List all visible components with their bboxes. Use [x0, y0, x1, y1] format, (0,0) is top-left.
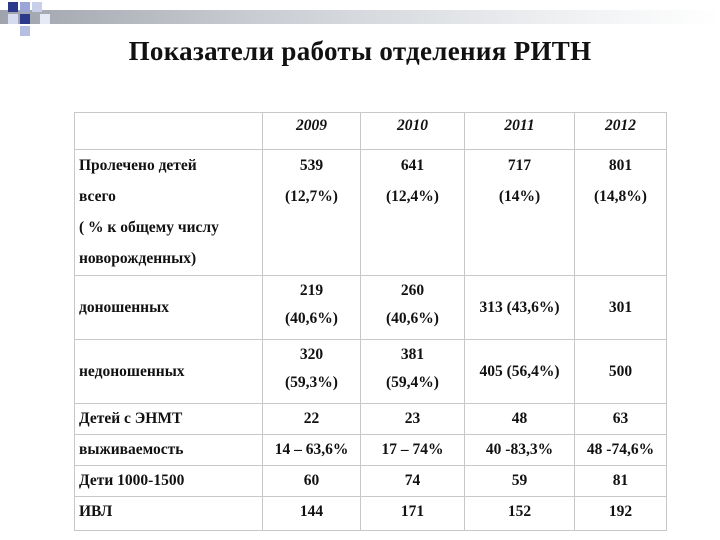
deco-square — [32, 2, 42, 12]
cell-percent: (59,3%) — [285, 374, 338, 391]
table-cell: 48 -74,6% — [575, 435, 667, 466]
table-cell — [263, 276, 361, 340]
table-header-row — [75, 113, 667, 150]
table-row-enmt — [75, 404, 667, 435]
table-row-survival — [75, 435, 667, 466]
table-cell: 81 — [575, 466, 667, 497]
table-cell — [361, 276, 465, 340]
header-year-2011: 2011 — [465, 113, 575, 150]
cell-percent: (40,6%) — [285, 310, 338, 327]
header-year-2009: 2009 — [263, 113, 361, 150]
table-row-1000-1500 — [75, 466, 667, 497]
table-cell: 500 — [575, 340, 667, 404]
table-cell: 301 — [575, 276, 667, 340]
label-line: Пролечено детей — [79, 157, 197, 174]
table-cell: 17 – 74% — [361, 435, 465, 466]
table-cell: 40 -83,3% — [465, 435, 575, 466]
cell-value: 260 — [400, 282, 425, 299]
table-cell: 60 — [263, 466, 361, 497]
header-empty-cell — [75, 113, 263, 150]
row-label-premature: недоношенных — [75, 340, 263, 404]
cell-value: 320 — [299, 346, 324, 363]
header-year-2012: 2012 — [575, 113, 667, 150]
cell-value: 219 — [299, 282, 324, 299]
header-year-2010: 2010 — [361, 113, 465, 150]
cell-percent: (12,7%) — [285, 188, 338, 205]
table-cell: 74 — [361, 466, 465, 497]
table-row-total-treated — [75, 150, 667, 276]
cell-percent: (14,8%) — [594, 188, 647, 205]
table-row-ivl — [75, 497, 667, 531]
table-row-full-term — [75, 276, 667, 340]
table-cell: 23 — [361, 404, 465, 435]
row-label-enmt: Детей с ЭНМТ — [75, 404, 263, 435]
cell-value: 641 — [400, 157, 425, 174]
table-cell: 59 — [465, 466, 575, 497]
table-cell — [361, 340, 465, 404]
deco-square — [40, 14, 50, 24]
stats-table — [74, 112, 667, 531]
table-cell: 405 (56,4%) — [465, 340, 575, 404]
row-label-ivl: ИВЛ — [75, 497, 263, 531]
deco-square — [20, 26, 30, 36]
page-title: Показатели работы отделения РИТН — [128, 36, 592, 66]
label-line: всего — [79, 188, 116, 205]
table-row-premature — [75, 340, 667, 404]
table-cell: 48 — [465, 404, 575, 435]
cell-value: 717 — [507, 157, 532, 174]
table-cell: 171 — [361, 497, 465, 531]
table-cell — [465, 150, 575, 276]
deco-square — [20, 14, 30, 24]
cell-value: 539 — [299, 157, 324, 174]
cell-percent: (40,6%) — [386, 310, 439, 327]
row-label-total-treated — [75, 150, 263, 276]
table-cell: 313 (43,6%) — [465, 276, 575, 340]
row-label-full-term: доношенных — [75, 276, 263, 340]
deco-square — [8, 2, 18, 12]
cell-value: 801 — [608, 157, 633, 174]
deco-square — [8, 14, 18, 24]
cell-percent: (12,4%) — [386, 188, 439, 205]
table-cell — [575, 150, 667, 276]
table-cell — [263, 150, 361, 276]
table-cell: 63 — [575, 404, 667, 435]
table-cell: 22 — [263, 404, 361, 435]
label-line: ( % к общему числу — [79, 219, 219, 236]
row-label-1000-1500: Дети 1000-1500 — [75, 466, 263, 497]
table-cell: 144 — [263, 497, 361, 531]
table-cell: 192 — [575, 497, 667, 531]
table-cell: 14 – 63,6% — [263, 435, 361, 466]
cell-value: 381 — [400, 346, 425, 363]
header-gradient-bar — [0, 10, 720, 24]
table-cell — [361, 150, 465, 276]
table-cell: 152 — [465, 497, 575, 531]
cell-percent: (59,4%) — [386, 374, 439, 391]
deco-square — [20, 2, 30, 12]
row-label-survival: выживаемость — [75, 435, 263, 466]
table-cell — [263, 340, 361, 404]
cell-percent: (14%) — [498, 188, 541, 205]
label-line: новорожденных) — [79, 250, 197, 267]
